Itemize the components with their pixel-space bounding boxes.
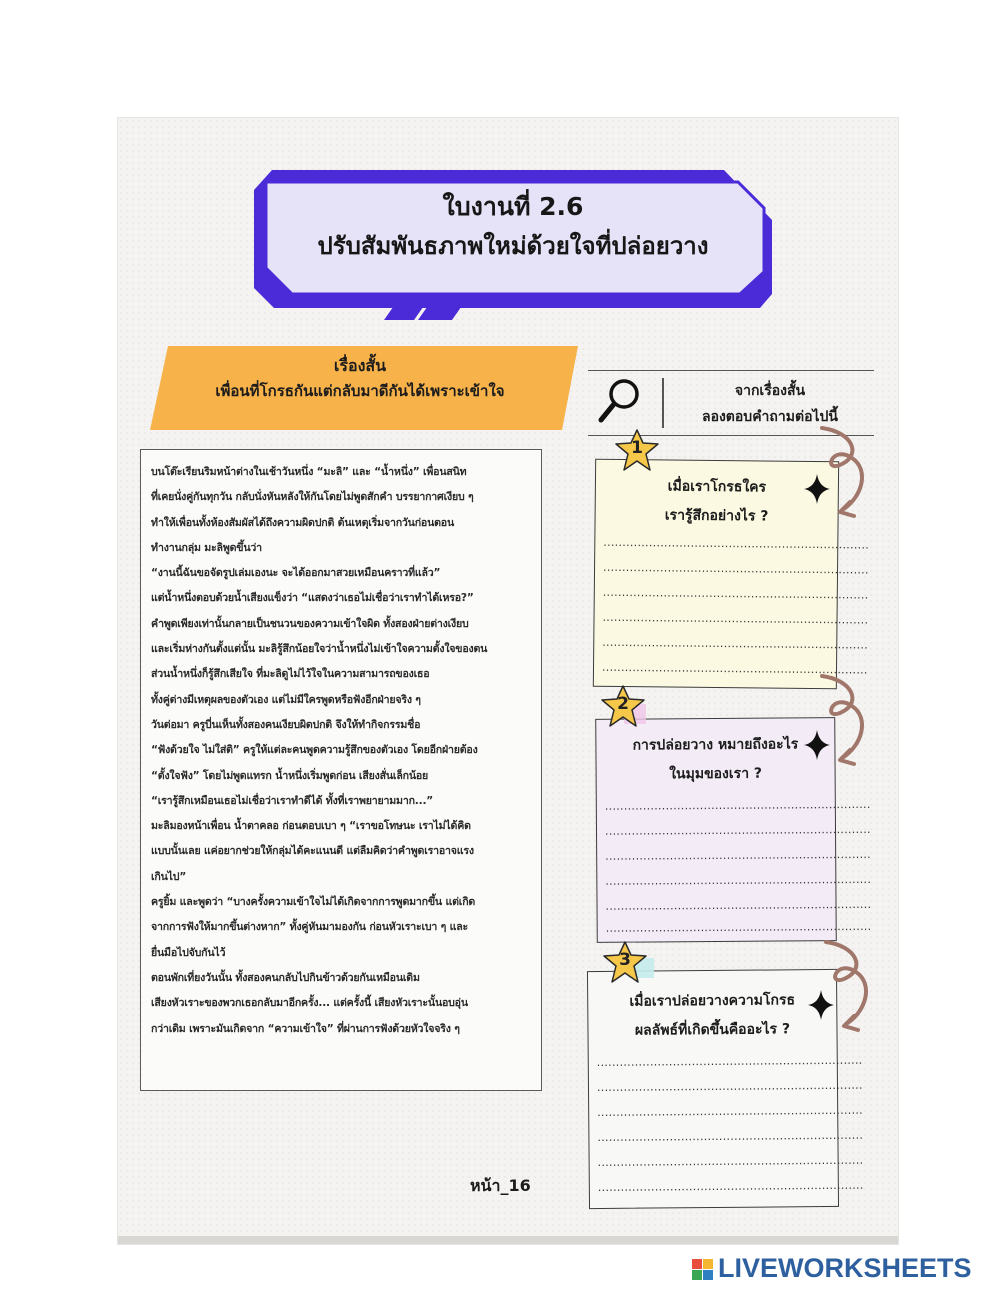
- question-card-3: [587, 969, 864, 1209]
- question-1-line-2: เรารู้สึกอย่างไร ?: [664, 507, 769, 525]
- story-line: เกินไป”: [151, 870, 187, 883]
- question-1-number: 1: [631, 438, 643, 458]
- story-line: ทำให้เพื่อนทั้งห้องสัมผัสได้ถึงความผิดปกติ ต้นเหตุเริ่มจากวันก่อนตอน: [151, 516, 455, 529]
- answer-line[interactable]: ......................................................................: [605, 872, 872, 888]
- story-line: ส่วนน้ำหนึ่งก็รู้สึกเสียใจ ที่มะลิดูไม่ไว้ใจในความสามารถของเธอ: [151, 668, 430, 681]
- story-line: กว่าเดิม เพราะมันเกิดจาก “ความเข้าใจ” ที่ผ่านการฟังด้วยหัวใจจริง ๆ: [151, 1022, 460, 1035]
- answer-line[interactable]: ......................................................................: [597, 1153, 864, 1170]
- curly-arrow-icon: [812, 424, 872, 524]
- answer-line[interactable]: ......................................................................: [604, 822, 871, 838]
- question-3-text: [588, 986, 836, 1046]
- curly-arrow-icon: [816, 938, 876, 1038]
- magnifier-icon: [596, 376, 642, 426]
- answer-line[interactable]: ......................................................................: [602, 635, 869, 652]
- prompt-divider: [662, 378, 664, 428]
- question-card-2: [595, 717, 872, 943]
- story-line: ทำงานกลุ่ม มะลิพูดขึ้นว่า: [151, 541, 262, 554]
- answer-line[interactable]: ......................................................................: [597, 1178, 864, 1195]
- story-line: จากการฟังให้มากขึ้นต่างหาก” ทั้งคู่หันมามองกัน ก่อนหัวเราะเบา ๆ และ: [151, 921, 469, 934]
- prompt-instructions: [670, 378, 870, 430]
- answer-line[interactable]: ......................................................................: [597, 1128, 864, 1145]
- story-line: แต่น้ำหนึ่งตอบด้วยน้ำเสียงแข็งว่า “แสดงว่าเธอไม่เชื่อว่าเราทำได้เหรอ?”: [151, 592, 474, 605]
- question-2-number: 2: [617, 694, 629, 714]
- page-number: หน้า_16: [470, 1176, 531, 1195]
- story-line: “เรารู้สึกเหมือนเธอไม่เชื่อว่าเราทำดีได้ ทั้งที่เราพยายามมาก...”: [151, 794, 434, 807]
- answer-line[interactable]: ......................................................................: [602, 610, 869, 627]
- answer-line[interactable]: ......................................................................: [603, 535, 870, 552]
- answer-line[interactable]: ......................................................................: [605, 919, 872, 935]
- answer-line[interactable]: ......................................................................: [602, 560, 869, 577]
- story-line: เสียงหัวเราะของพวกเธอกลับมาอีกครั้ง... แต่ครั้งนี้ เสียงหัวเราะนั้นอบอุ่น: [151, 997, 468, 1010]
- story-line: “ตั้งใจฟัง” โดยไม่พูดแทรก น้ำหนึ่งเริ่มพูดก่อน เสียงสั่นเล็กน้อย: [151, 769, 429, 782]
- answer-line[interactable]: ......................................................................: [602, 585, 869, 602]
- story-line: แบบนั้นเลย แค่อยากช่วยให้กลุ่มได้คะแนนดี แต่ลืมคิดว่าคำพูดเราอาจแรง: [151, 845, 474, 858]
- answer-line[interactable]: ......................................................................: [605, 897, 872, 913]
- story-label: เรื่องสั้น: [333, 356, 387, 375]
- story-line: คำพูดเพียงเท่านั้นกลายเป็นชนวนของความเข้าใจผิด ทั้งสองฝ่ายต่างเงียบ: [151, 617, 469, 630]
- answer-line[interactable]: ......................................................................: [605, 847, 871, 863]
- liveworksheets-brand[interactable]: LIVEWORKSHEETS: [718, 1253, 972, 1283]
- short-story-box: [140, 449, 542, 1091]
- story-line: วันต่อมา ครูบี่นเห็นทั้งสองคนเงียบผิดปกติ จึงให้ทำกิจกรรมชื่อ: [151, 718, 421, 731]
- story-line: ครูยิ้ม และพูดว่า “บางครั้งความเข้าใจไม่ได้เกิดจากการพูดมากขึ้น แต่เกิด: [151, 896, 476, 909]
- story-line: ตอนพักเที่ยงวันนั้น ทั้งสองคนกลับไปกินข้าวด้วยกันเหมือนเดิม: [151, 971, 420, 984]
- curly-arrow-icon: [812, 672, 872, 772]
- page-edge: [118, 1236, 898, 1244]
- story-line: และเริ่มห่างกันตั้งแต่นั้น มะลิรู้สึกน้อยใจว่าน้ำหนึ่งไม่เข้าใจความตั้งใจของตน: [151, 643, 488, 656]
- liveworksheets-logo-icon: [692, 1259, 714, 1281]
- question-1-text: [595, 472, 838, 533]
- story-heading: [160, 354, 560, 404]
- question-2-line-2: ในมุมของเรา ?: [669, 765, 763, 783]
- question-2-text: [596, 730, 834, 790]
- answer-line[interactable]: ......................................................................: [604, 797, 871, 813]
- story-line: ที่เคยนั่งคู่กันทุกวัน กลับนั่งหันหลังให้กันโดยไม่พูดสักคำ บรรยากาศเงียบ ๆ: [151, 491, 474, 504]
- answer-line[interactable]: ......................................................................: [596, 1053, 863, 1070]
- worksheet-number: ใบงานที่ 2.6: [442, 192, 584, 221]
- question-3-number: 3: [619, 950, 631, 970]
- question-3-line-2: ผลลัพธ์ที่เกิดขึ้นคืออะไร ?: [634, 1021, 791, 1039]
- story-line: ยื่นมือไปจับกันไว้: [151, 946, 226, 959]
- prompt-line-1: จากเรื่องสั้น: [734, 383, 806, 399]
- story-line: “ฟังด้วยใจ ไม่ใส่ติ” ครูให้แต่ละคนพูดความรู้สึกของตัวเอง โดยอีกฝ่ายต้อง: [151, 744, 478, 757]
- answer-line[interactable]: ......................................................................: [597, 1103, 864, 1120]
- question-2-line-1: การปล่อยวาง หมายถึงอะไร: [632, 736, 799, 754]
- story-line: บนโต๊ะเรียนริมหน้าต่างในเช้าวันหนึ่ง “มะลิ” และ “น้ำหนึ่ง” เพื่อนสนิท: [151, 466, 467, 478]
- story-title: เพื่อนที่โกรธกันแต่กลับมาดีกันได้เพราะเข้าใจ: [215, 382, 505, 400]
- title-block: [262, 188, 764, 266]
- question-1-line-1: เมื่อเราโกรธใคร: [667, 478, 767, 496]
- question-card-1: [593, 459, 870, 690]
- answer-line[interactable]: ......................................................................: [601, 660, 868, 677]
- prompt-line-2: ลองตอบคำถามต่อไปนี้: [701, 409, 838, 425]
- answer-line[interactable]: ......................................................................: [596, 1078, 863, 1095]
- question-3-line-1: เมื่อเราปล่อยวางความโกรธ: [629, 992, 796, 1010]
- worksheet-title: ปรับสัมพันธภาพใหม่ด้วยใจที่ปล่อยวาง: [317, 232, 709, 260]
- story-line: มะลิมองหน้าเพื่อน น้ำตาคลอ ก่อนตอบเบา ๆ “เราขอโทษนะ เราไม่ได้คิด: [151, 820, 471, 833]
- story-line: “งานนี้ฉันขอจัดรูปเล่มเองนะ จะได้ออกมาสวยเหมือนคราวที่แล้ว”: [151, 567, 441, 580]
- story-line: ทั้งคู่ต่างมีเหตุผลของตัวเอง แต่ไม่มีใครพูดหรือฟังอีกฝ่ายจริง ๆ: [151, 693, 421, 706]
